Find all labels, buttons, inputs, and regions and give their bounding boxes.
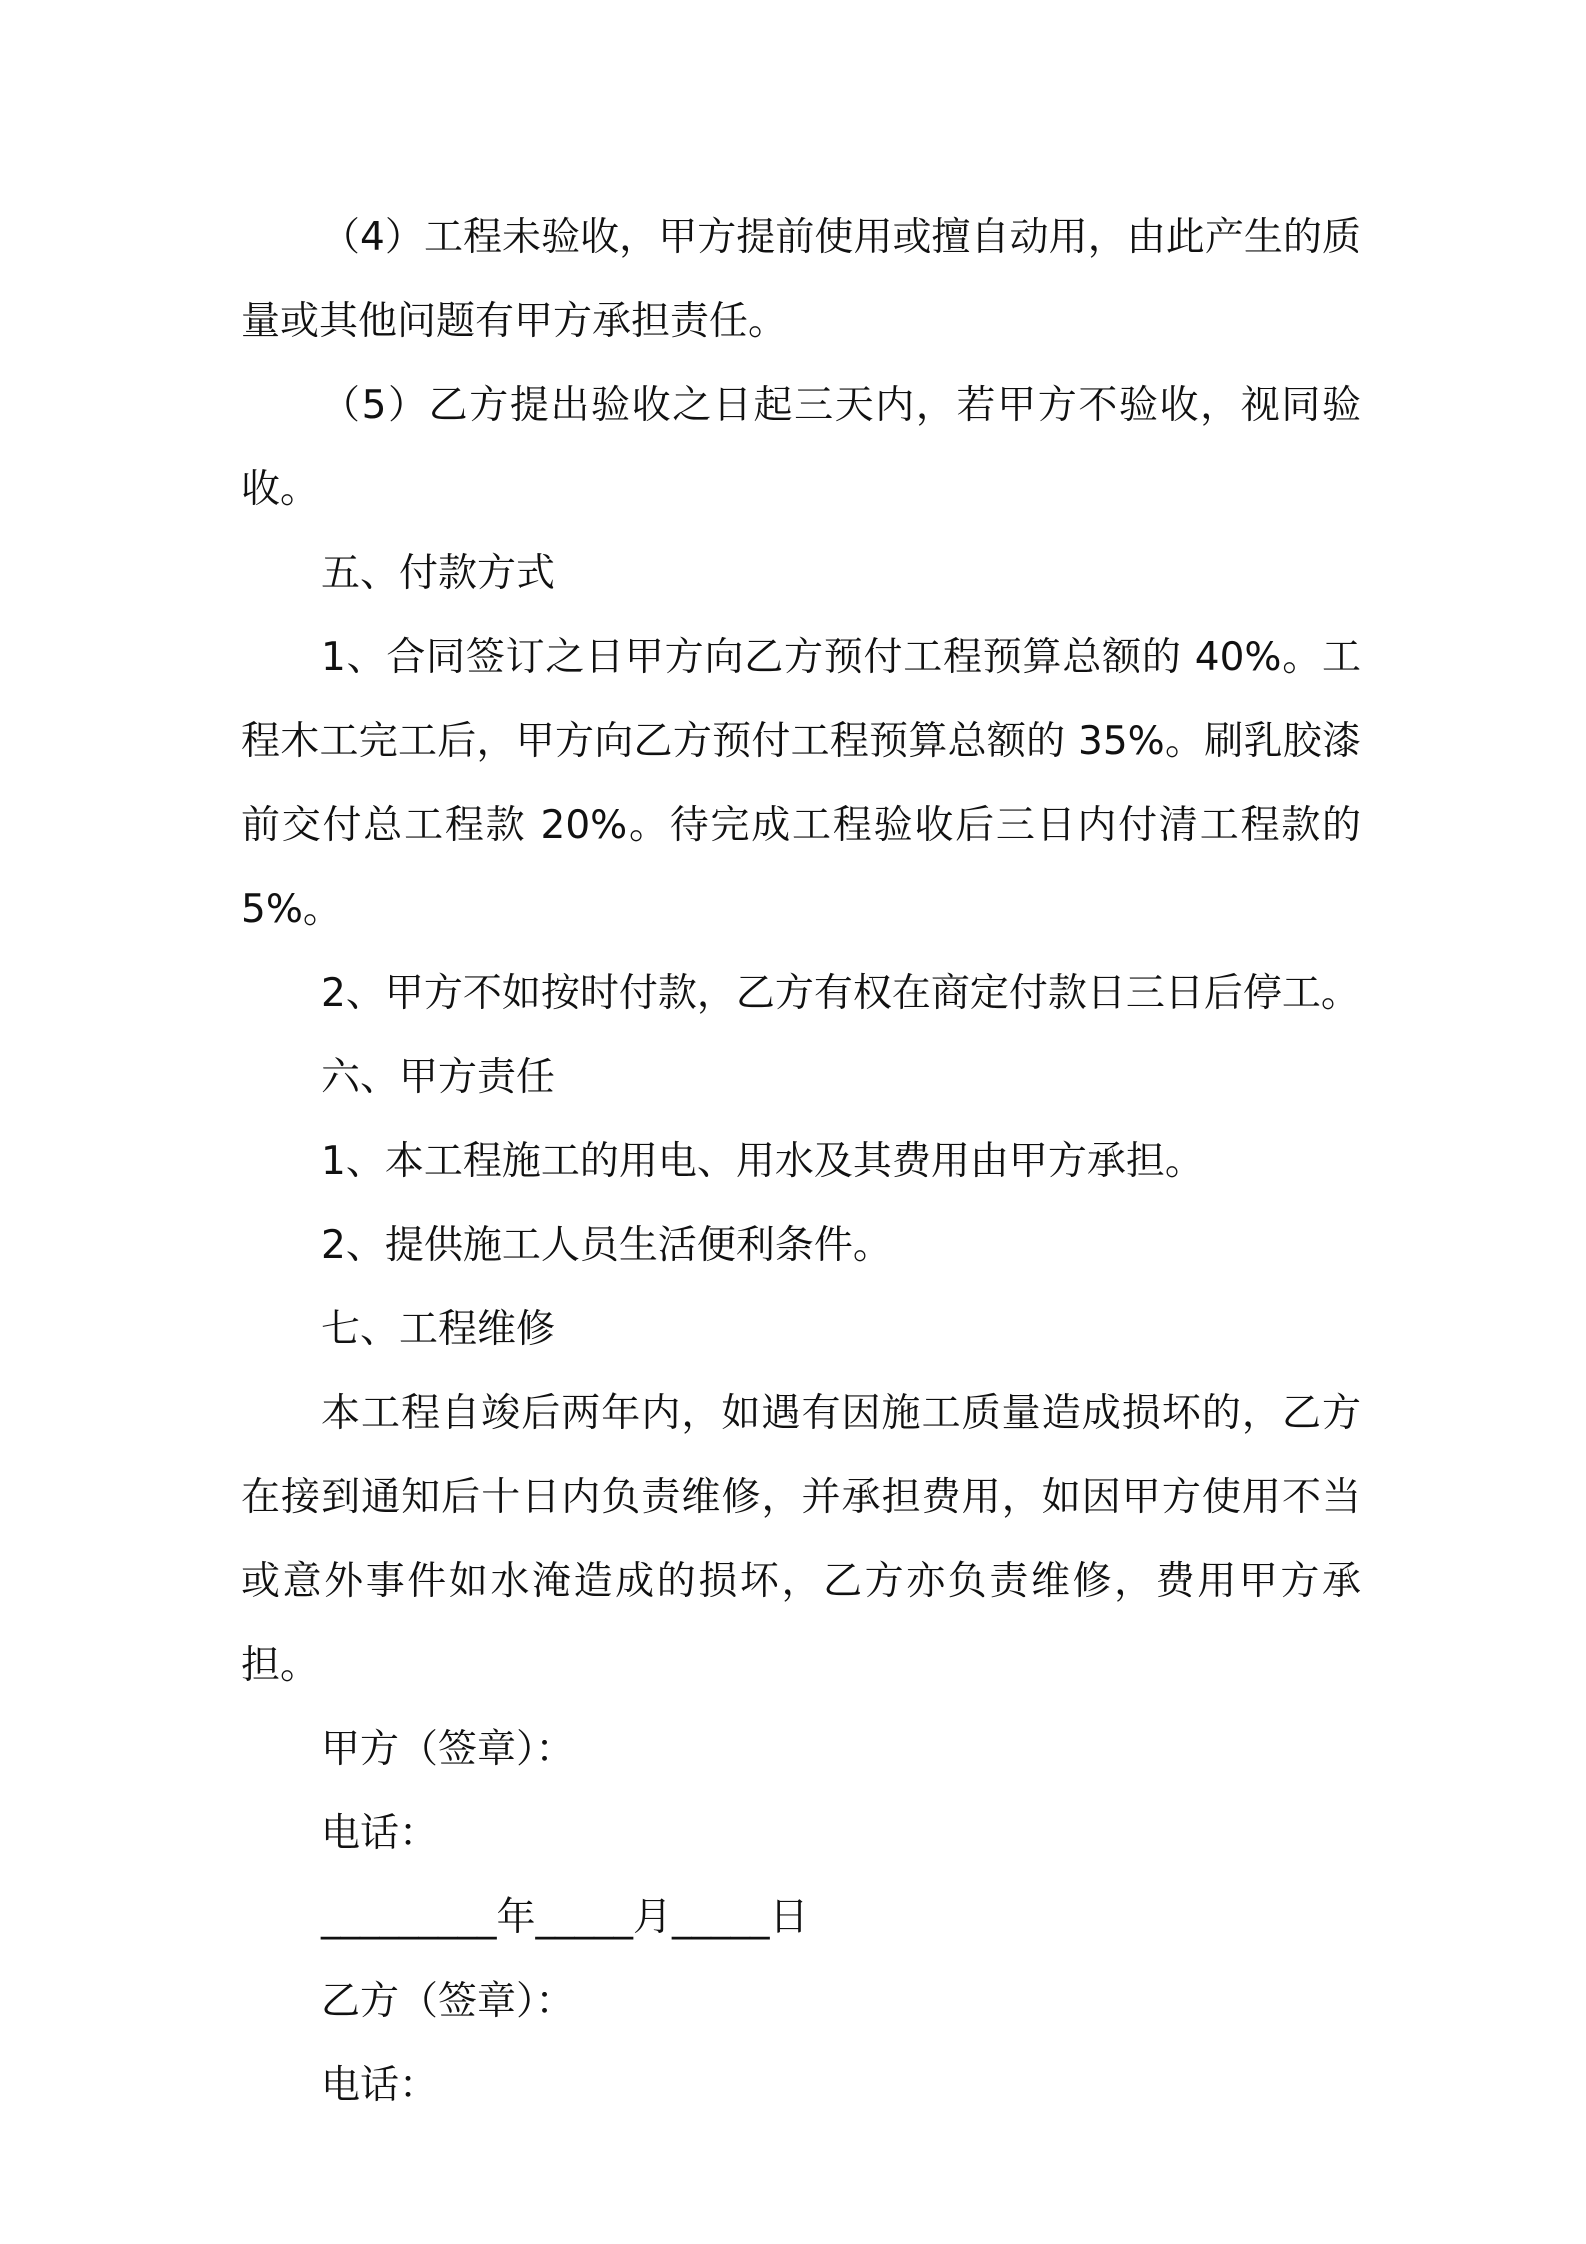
- party-a-phone-label: 电话：: [321, 1811, 439, 1856]
- clause-4-paragraph: （4）工程未验收，甲方提前使用或擅自动用，由此产生的质量或其他问题有甲方承担责任。: [241, 215, 1361, 344]
- party-b-signature-label: 乙方（签章）：: [321, 1979, 575, 2024]
- party-a-signature-label: 甲方（签章）：: [321, 1727, 575, 1772]
- party-b-phone-label: 电话：: [321, 2063, 439, 2108]
- clause-5-paragraph: （5）乙方提出验收之日起三天内，若甲方不验收，视同验收。: [241, 383, 1361, 512]
- responsibility-clause-1: 1、本工程施工的用电、用水及其费用由甲方承担。: [321, 1139, 1204, 1184]
- document-body: [241, 196, 1361, 2128]
- section-7-heading: 七、工程维修: [321, 1307, 556, 1352]
- section-5-heading: 五、付款方式: [321, 551, 556, 596]
- payment-clause-2: 2、甲方不如按时付款，乙方有权在商定付款日三日后停工。: [321, 971, 1360, 1016]
- maintenance-paragraph: 本工程自竣后两年内，如遇有因施工质量造成损坏的，乙方在接到通知后十日内负责维修，并承担费用，如因甲方使用不当或意外事件如水淹造成的损坏，乙方亦负责维修，费用甲方承担。: [241, 1391, 1361, 1688]
- section-6-heading: 六、甲方责任: [321, 1055, 556, 1100]
- payment-clause-1: 1、合同签订之日甲方向乙方预付工程预算总额的 40%。工程木工完工后，甲方向乙方预付工程预算总额的 35%。刷乳胶漆前交付总工程款 20%。待完成工程验收后三日内付清工程款的 5%。: [241, 635, 1361, 932]
- signature-date-line: _________年_____月_____日: [321, 1895, 809, 1940]
- responsibility-clause-2: 2、提供施工人员生活便利条件。: [321, 1223, 892, 1268]
